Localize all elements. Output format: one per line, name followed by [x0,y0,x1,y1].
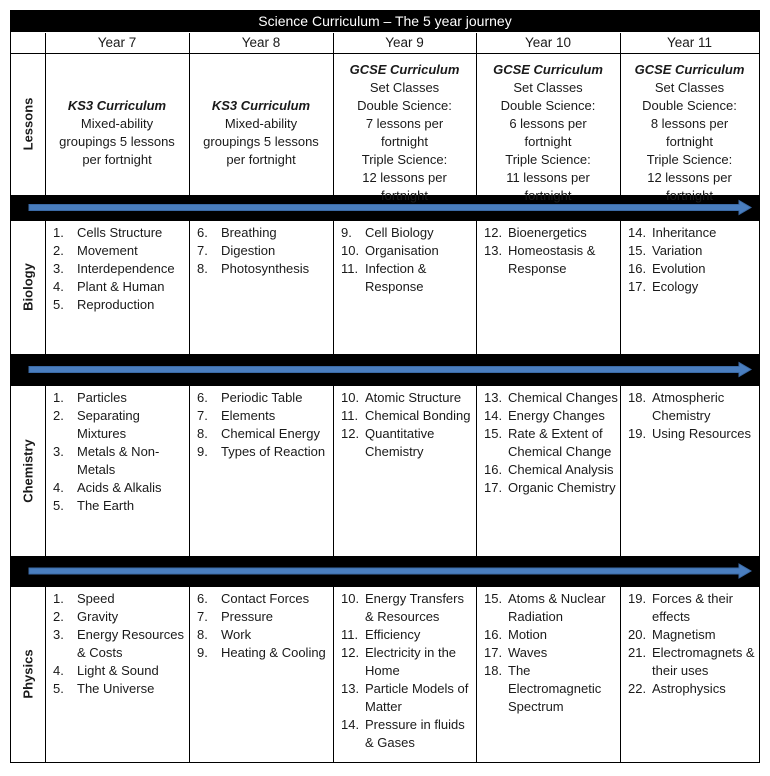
topic-list [628,224,757,296]
topic-item [53,680,187,698]
lessons-cell-year-11 [620,61,759,205]
row-label-text: Physics [20,649,36,699]
biology-cell-year-7 [53,224,187,314]
topic-number: 16. [484,627,503,642]
topic-name: Using Resources [652,426,751,441]
topic-name: Reproduction [77,297,155,312]
topic-list [628,590,757,698]
topic-item [341,626,474,644]
column-divider [45,220,46,354]
topic-number: 14. [341,717,360,732]
lesson-info-line: 12 lessons per [362,170,447,185]
topic-name: Photosynthesis [221,261,310,276]
topic-list [484,590,618,716]
topic-name: Chemical Changes [508,390,618,405]
topic-number: 2. [53,408,64,423]
lesson-info-line: groupings 5 lessons [59,134,175,149]
chemistry-cell-year-7 [53,389,187,515]
topic-item [341,644,474,680]
topic-number: 13. [484,390,503,405]
topic-number: 19. [628,591,647,606]
lesson-info-line: 12 lessons per [647,170,732,185]
column-divider [45,33,46,53]
topic-number: 12. [341,645,360,660]
topic-name: Efficiency [365,627,421,642]
physics-cell-year-7 [53,590,187,698]
progress-arrow-2 [11,354,759,385]
topic-number: 1. [53,390,64,405]
topic-name: Motion [508,627,548,642]
topic-item [484,242,618,278]
arrow-shape [29,363,751,377]
arrow-shape [29,564,751,578]
topic-item [197,644,331,662]
topic-number: 19. [628,426,647,441]
topic-number: 17. [628,279,647,294]
year-header-11: Year 11 [666,35,713,50]
topic-item [53,626,187,662]
topic-name: Periodic Table [221,390,303,405]
column-divider [476,33,477,53]
topic-number: 7. [197,609,208,624]
row-label-lessons [11,53,45,195]
topic-list [484,224,618,278]
topic-name: Energy Resources & Costs [77,627,184,660]
topic-item [341,224,474,242]
topic-name: Contact Forces [221,591,310,606]
topic-number: 17. [484,645,503,660]
chemistry-cell-year-8 [197,389,331,461]
topic-number: 14. [484,408,503,423]
row-label-text: Biology [20,263,36,311]
topic-number: 9. [197,645,208,660]
topic-number: 15. [484,591,503,606]
topic-number: 15. [484,426,503,441]
topic-name: Elements [221,408,276,423]
topic-list [341,590,474,752]
topic-item [628,242,757,260]
year-header-7: Year 7 [97,35,137,50]
arrow-band [11,556,759,586]
topic-number: 15. [628,243,647,258]
topic-item [341,242,474,260]
topic-name: Chemical Energy [221,426,320,441]
row-divider [11,385,759,386]
topic-number: 11. [341,261,359,276]
topic-number: 4. [53,279,64,294]
column-divider [476,586,477,762]
topic-number: 8. [197,261,208,276]
topic-item [628,278,757,296]
topic-number: 16. [484,462,503,477]
topic-item [484,461,618,479]
physics-cell-year-11 [628,590,757,698]
topic-number: 18. [628,390,647,405]
topic-number: 10. [341,390,360,405]
topic-list [197,389,331,461]
topic-name: Cells Structure [77,225,163,240]
topic-name: Digestion [221,243,276,258]
topic-number: 3. [53,261,64,276]
biology-cell-year-10 [484,224,618,278]
topic-name: Particles [77,390,127,405]
column-divider [189,586,190,762]
topic-name: Separating Mixtures [77,408,140,441]
topic-number: 21. [628,645,647,660]
lesson-info-line: Double Science: [357,98,452,113]
topic-number: 20. [628,627,647,642]
topic-number: 6. [197,225,208,240]
lesson-info-line: Mixed-ability [80,116,154,131]
topic-item [628,224,757,242]
topic-number: 11. [341,627,359,642]
topic-name: Atmospheric Chemistry [652,390,725,423]
topic-item [484,590,618,626]
lesson-info-line: fortnight [381,134,428,149]
lesson-info-line: groupings 5 lessons [203,134,319,149]
topic-number: 8. [197,426,208,441]
curriculum-heading: KS3 Curriculum [211,98,311,113]
topic-name: Work [221,627,252,642]
topic-name: Forces & their effects [652,591,733,624]
topic-item [628,644,757,680]
year-header-10: Year 10 [524,35,572,50]
topic-item [53,278,187,296]
topic-name: Inheritance [652,225,717,240]
topic-item [53,389,187,407]
topic-item [53,296,187,314]
topic-number: 10. [341,591,360,606]
topic-item [53,224,187,242]
column-divider [333,33,334,53]
topic-item [341,407,474,425]
arrow-band [11,354,759,385]
column-divider [333,220,334,354]
row-divider [11,220,759,221]
topic-number: 1. [53,225,64,240]
topic-list [53,389,187,515]
topic-number: 2. [53,609,64,624]
topic-item [197,626,331,644]
topic-number: 6. [197,591,208,606]
topic-list [484,389,618,497]
topic-list [197,224,331,278]
biology-cell-year-9 [341,224,474,296]
topic-name: Cell Biology [365,225,434,240]
topic-name: Light & Sound [77,663,159,678]
lesson-info-line: fortnight [524,188,572,203]
column-divider [620,220,621,354]
curriculum-heading: KS3 Curriculum [67,98,167,113]
topic-item [484,407,618,425]
topic-number: 12. [484,225,503,240]
topic-item [53,260,187,278]
lesson-info-line: per fortnight [226,152,296,167]
year-header-9: Year 9 [385,35,424,50]
lesson-info-line: 11 lessons per [506,170,590,185]
column-divider [333,586,334,762]
year-header-8: Year 8 [241,35,281,50]
topic-item [53,590,187,608]
column-divider [189,33,190,53]
topic-name: Atomic Structure [365,390,462,405]
topic-number: 4. [53,480,64,495]
topic-item [341,389,474,407]
lesson-info-line: Set Classes [513,80,583,95]
row-label-text: Chemistry [20,438,36,503]
topic-name: Heating & Cooling [221,645,326,660]
topic-number: 17. [484,480,503,495]
topic-item [628,260,757,278]
topic-item [197,425,331,443]
topic-name: Waves [508,645,548,660]
topic-name: The Electromagnetic Spectrum [508,663,602,714]
topic-name: Pressure [221,609,274,624]
progress-arrow-3 [11,556,759,586]
topic-name: Atoms & Nuclear Radiation [508,591,606,624]
topic-item [197,407,331,425]
lesson-info-line: fortnight [381,188,428,203]
topic-number: 2. [53,243,64,258]
lesson-info-line: Triple Science: [646,152,733,167]
topic-name: Particle Models of Matter [365,681,469,714]
topic-name: Energy Transfers & Resources [365,591,464,624]
lessons-cell-year-9 [333,61,476,205]
topic-list [341,389,474,461]
topic-item [628,425,757,443]
column-divider [476,385,477,556]
topic-name: Magnetism [652,627,716,642]
row-divider [11,586,759,587]
topic-list [53,590,187,698]
topic-name: Electricity in the Home [365,645,457,678]
topic-item [197,608,331,626]
topic-number: 5. [53,681,64,696]
topic-number: 7. [197,408,208,423]
topic-name: Quantitative Chemistry [365,426,435,459]
lesson-info-line: Double Science: [642,98,737,113]
topic-item [484,425,618,461]
topic-item [341,260,474,296]
row-divider [11,53,759,54]
biology-cell-year-8 [197,224,331,278]
topic-name: Metals & Non-Metals [77,444,160,477]
topic-item [197,443,331,461]
topic-name: Ecology [652,279,699,294]
topic-number: 16. [628,261,647,276]
lessons-cell-year-8 [189,97,333,169]
lesson-info-line: Set Classes [369,80,440,95]
topic-name: Evolution [652,261,706,276]
topic-name: Plant & Human [77,279,165,294]
column-divider [189,220,190,354]
topic-item [53,662,187,680]
topic-item [484,389,618,407]
topic-number: 1. [53,591,64,606]
topic-number: 13. [341,681,360,696]
topic-name: Breathing [221,225,277,240]
topic-item [484,662,618,716]
physics-cell-year-8 [197,590,331,662]
topic-name: Organisation [365,243,439,258]
topic-name: Bioenergetics [508,225,587,240]
topic-number: 7. [197,243,208,258]
topic-name: Chemical Analysis [508,462,614,477]
biology-cell-year-11 [628,224,757,296]
lesson-info-line: Triple Science: [505,152,591,167]
chemistry-cell-year-9 [341,389,474,461]
topic-number: 3. [53,627,64,642]
topic-name: Rate & Extent of Chemical Change [508,426,612,459]
lesson-info-line: 7 lessons per [365,116,444,131]
topic-name: Movement [77,243,138,258]
lesson-info-line: fortnight [666,134,713,149]
column-divider [189,385,190,556]
topic-item [341,425,474,461]
topic-number: 5. [53,498,64,513]
topic-number: 3. [53,444,64,459]
table-title: Science Curriculum – The 5 year journey [11,11,759,32]
topic-item [484,479,618,497]
topic-item [628,389,757,425]
topic-number: 11. [341,408,359,423]
physics-cell-year-9 [341,590,474,752]
topic-item [197,590,331,608]
column-divider [620,586,621,762]
topic-list [53,224,187,314]
topic-item [484,626,618,644]
topic-item [341,590,474,626]
topic-number: 10. [341,243,360,258]
topic-number: 8. [197,627,208,642]
topic-number: 13. [484,243,503,258]
topic-name: Interdependence [77,261,175,276]
column-divider [333,385,334,556]
topic-name: Types of Reaction [221,444,326,459]
lesson-info-line: Mixed-ability [224,116,298,131]
curriculum-heading: GCSE Curriculum [349,62,460,77]
topic-name: The Earth [77,498,135,513]
topic-name: Acids & Alkalis [77,480,162,495]
lesson-info-line: Triple Science: [361,152,448,167]
topic-list [628,389,757,443]
column-divider [620,385,621,556]
column-divider [45,586,46,762]
topic-name: Homeostasis & Response [508,243,596,276]
topic-number: 22. [628,681,647,696]
topic-item [628,626,757,644]
curriculum-heading: GCSE Curriculum [493,62,603,77]
topic-item [341,680,474,716]
topic-number: 18. [484,663,503,678]
topic-name: Gravity [77,609,119,624]
column-divider [476,220,477,354]
curriculum-heading: GCSE Curriculum [634,62,745,77]
row-label-text: Lessons [20,97,36,151]
row-label-physics [11,586,45,762]
lesson-info-line: 8 lessons per [650,116,729,131]
topic-item [197,260,331,278]
column-divider [620,33,621,53]
topic-name: Chemical Bonding [365,408,471,423]
topic-item [484,644,618,662]
topic-number: 9. [341,225,352,240]
lesson-info-line: fortnight [524,134,572,149]
topic-number: 14. [628,225,647,240]
topic-name: Electromagnets & their uses [652,645,755,678]
topic-item [628,590,757,626]
topic-number: 9. [197,444,208,459]
topic-item [53,497,187,515]
topic-name: Energy Changes [508,408,605,423]
chemistry-cell-year-10 [484,389,618,497]
topic-name: Astrophysics [652,681,726,696]
topic-item [53,242,187,260]
lesson-info-line: fortnight [666,188,713,203]
lesson-info-line: per fortnight [82,152,152,167]
lessons-cell-year-7 [45,97,189,169]
topic-item [484,224,618,242]
topic-name: The Universe [77,681,155,696]
topic-number: 5. [53,297,64,312]
topic-item [197,224,331,242]
topic-item [53,479,187,497]
lesson-info-line: Set Classes [654,80,725,95]
topic-item [341,716,474,752]
topic-item [628,680,757,698]
topic-name: Speed [77,591,115,606]
topic-number: 12. [341,426,360,441]
lesson-info-line: Double Science: [500,98,596,113]
chemistry-cell-year-11 [628,389,757,443]
topic-name: Variation [652,243,703,258]
column-divider [45,385,46,556]
topic-number: 6. [197,390,208,405]
topic-number: 4. [53,663,64,678]
lessons-cell-year-10 [476,61,620,205]
topic-list [341,224,474,296]
topic-name: Pressure in fluids & Gases [365,717,465,750]
topic-name: Organic Chemistry [508,480,616,495]
row-label-biology [11,220,45,354]
topic-item [197,242,331,260]
topic-name: Infection & Response [365,261,427,294]
curriculum-table [10,10,760,763]
topic-list [197,590,331,662]
row-label-chemistry [11,385,45,556]
lesson-info-line: 6 lessons per [509,116,587,131]
topic-item [53,443,187,479]
topic-item [53,608,187,626]
physics-cell-year-10 [484,590,618,716]
topic-item [53,407,187,443]
topic-item [197,389,331,407]
